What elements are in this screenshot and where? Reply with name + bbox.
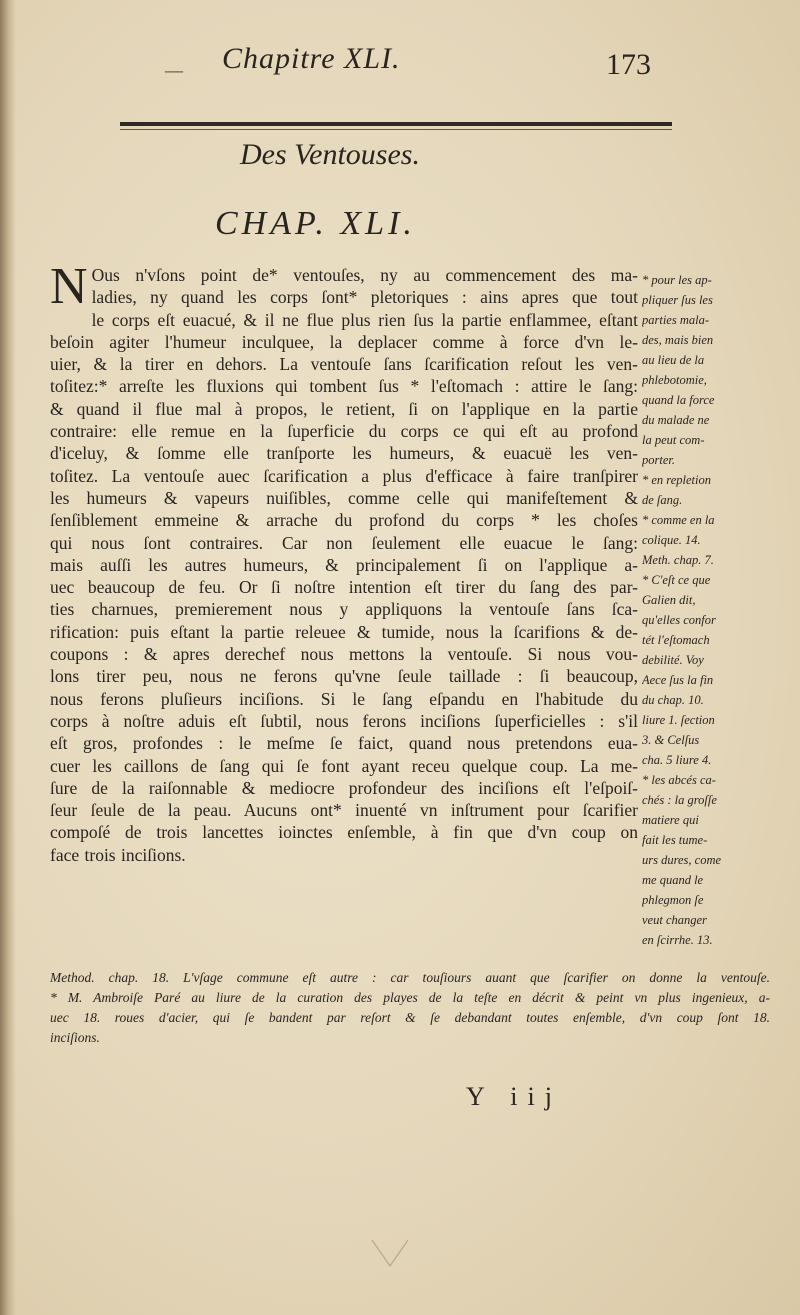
margin-note-line: * comme en la	[642, 513, 715, 527]
margin-note-line: veut changer	[642, 913, 707, 927]
margin-note-line: Meth. chap. 7.	[642, 553, 714, 567]
margin-note-line: matiere qui	[642, 813, 699, 827]
margin-notes	[642, 270, 770, 950]
margin-note-line: fait les tume-	[642, 833, 708, 847]
body-line: face trois inciſions.	[50, 844, 186, 865]
body-line: les humeurs & vapeurs nuiſibles, comme celle qui manifeſtement &	[50, 487, 638, 508]
footnote-line: * M. Ambroiſe Paré au liure de la curation des playes de la teſte en décrit & peint vn plus ingenieux, a-	[50, 990, 770, 1005]
margin-note-line: tét l'eſtomach	[642, 633, 710, 647]
margin-note-line: phlegmon ſe	[642, 893, 704, 907]
margin-note-line: me quand le	[642, 873, 704, 887]
header-dash: —	[164, 58, 184, 82]
body-line: coupons : & apres derechef nous mettons la ventouſe. Si nous vou-	[50, 644, 638, 665]
body-line: uier, & la tirer en dehors. La ventouſe ſans ſcarification reſout les ven-	[50, 354, 638, 375]
margin-note-line: 3. & Celſus	[642, 733, 700, 747]
body-line: mais auſſi les autres humeurs, & principalement ſi on l'applique a-	[50, 554, 638, 575]
margin-note-line: Galien dit,	[642, 593, 696, 607]
margin-note-line: chés : la groſſe	[642, 793, 717, 807]
body-line: corps à noſtre aduis eſt ſubtil, nous ferons inciſions ſuperficielles : s'il	[50, 710, 638, 731]
header-rule-thin	[120, 129, 672, 130]
header-rule	[120, 122, 672, 126]
margin-note-line: du chap. 10.	[642, 693, 704, 707]
body-line: Ous n'vſons point de* ventouſes, ny au commencement des ma-	[91, 265, 638, 285]
section-subhead: Des Ventouses.	[240, 138, 420, 171]
body-line: beſoin agiter l'humeur inculquee, la deplacer comme à force d'vn le-	[50, 331, 638, 352]
body-line: d'iceluy, & ſomme elle tranſporte les humeurs, & euacuë les ven-	[50, 443, 638, 464]
margin-note-line: quand la force	[642, 393, 715, 407]
running-title: Chapitre XLI.	[222, 42, 401, 75]
body-line: ſure de la raiſonnable & mediocre profondeur des inciſions eſt l'eſpoiſ-	[50, 777, 638, 798]
body-line: toſitez:* arreſte les fluxions qui tombent ſus * l'eſtomach : attire le ſang:	[50, 376, 638, 397]
body-line: eſt gros, profondes : le meſme ſe faict, quand nous pretendons eua-	[50, 733, 638, 754]
margin-note-line: parties mala-	[642, 313, 710, 327]
margin-note-line: debilité. Voy	[642, 653, 704, 667]
body-line: le corps eſt euacué, & il ne flue plus rien ſus la partie enflammee, eſtant	[91, 309, 638, 330]
margin-note-line: pliquer ſus les	[642, 293, 713, 307]
body-line: contraire: elle remue en la ſuperficie du corps ce qui eſt au profond	[50, 421, 638, 442]
margin-note-line: porter.	[642, 453, 675, 467]
margin-note-line: * C'eſt ce que	[642, 573, 711, 587]
body-line: ſeur ſeule de la peau. Aucuns ont* inuenté vn inſtrument pour ſcarifier	[50, 800, 638, 821]
body-line: rification: puis eſtant la partie releuee & tumide, nous la ſcarifions & de-	[50, 621, 638, 642]
page-number: 173	[606, 48, 651, 81]
margin-note-line: de ſang.	[642, 493, 683, 507]
body-line: qui nous ſont contraires. Car non ſeulement elle euacue le ſang:	[50, 532, 638, 553]
body-line: compoſé de trois lancettes ioinctes enſemble, à fin que d'vn coup on	[50, 822, 638, 843]
body-line: & quand il flue mal à propos, le retient, ſi on l'applique en la partie	[50, 398, 638, 419]
footnote-line: inciſions.	[50, 1030, 100, 1045]
margin-note-line: * les abcés ca-	[642, 773, 716, 787]
body-line: ſenſiblement emmeine & arrache du profond du corps * les choſes	[50, 510, 638, 531]
body-line: ladies, ny quand les corps ſont* pletoriques : ains apres que tout	[91, 287, 638, 308]
drop-cap: N	[50, 258, 88, 315]
chapter-heading: CHAP. XLI.	[215, 205, 416, 242]
margin-note-line: la peut com-	[642, 433, 705, 447]
margin-note-line: cha. 5 liure 4.	[642, 753, 712, 767]
margin-note-line: en ſcirrhe. 13.	[642, 933, 713, 947]
body-line: nous ferons pluſieurs inciſions. Si le ſang eſpandu en l'habitude du	[50, 688, 638, 709]
running-head	[150, 40, 670, 84]
bleed-through-mark	[370, 1238, 410, 1268]
margin-note-line: * en repletion	[642, 473, 711, 487]
body-line: uec beaucoup de feu. Or ſi noſtre intention eſt tirer du ſang des par-	[50, 577, 638, 598]
margin-note-line: des, mais bien	[642, 333, 714, 347]
body-text	[50, 258, 638, 866]
body-line: ties charnues, premierement nous y appliquons la ventouſe ſans ſca-	[50, 599, 638, 620]
margin-note-line: * pour les ap-	[642, 273, 712, 287]
margin-note-line: Aece ſus la fin	[642, 673, 714, 687]
footnote-line: Method. chap. 18. L'vſage commune eſt autre : car touſiours auant que ſcarifier on donne la ventouſe.	[50, 970, 770, 985]
margin-note-line: colique. 14.	[642, 533, 701, 547]
margin-note-line: phlebotomie,	[642, 373, 707, 387]
footnotes	[50, 968, 770, 1048]
margin-note-line: du malade ne	[642, 413, 710, 427]
body-line: toſitez. La ventouſe auec ſcarification a plus d'efficace à faire tranſpirer	[50, 465, 638, 486]
signature-mark: Y iij	[466, 1082, 562, 1111]
margin-note-line: urs dures, come	[642, 853, 722, 867]
body-line: cuer les caillons de ſang qui ſe font ayant receu quelque coup. La me-	[50, 755, 638, 776]
margin-note-line: liure 1. ſection	[642, 713, 715, 727]
page-edge-shadow	[0, 0, 16, 1315]
body-line: lons tirer peu, nous ne ferons qu'vne ſeule taillade : ſi beaucoup,	[50, 666, 638, 687]
footnote-line: uec 18. roues d'acier, qui ſe bandent par reſort & ſe debandant toutes enſemble, d'vn coup ſont 18.	[50, 1010, 770, 1025]
margin-note-line: qu'elles confor	[642, 613, 716, 627]
margin-note-line: au lieu de la	[642, 353, 705, 367]
